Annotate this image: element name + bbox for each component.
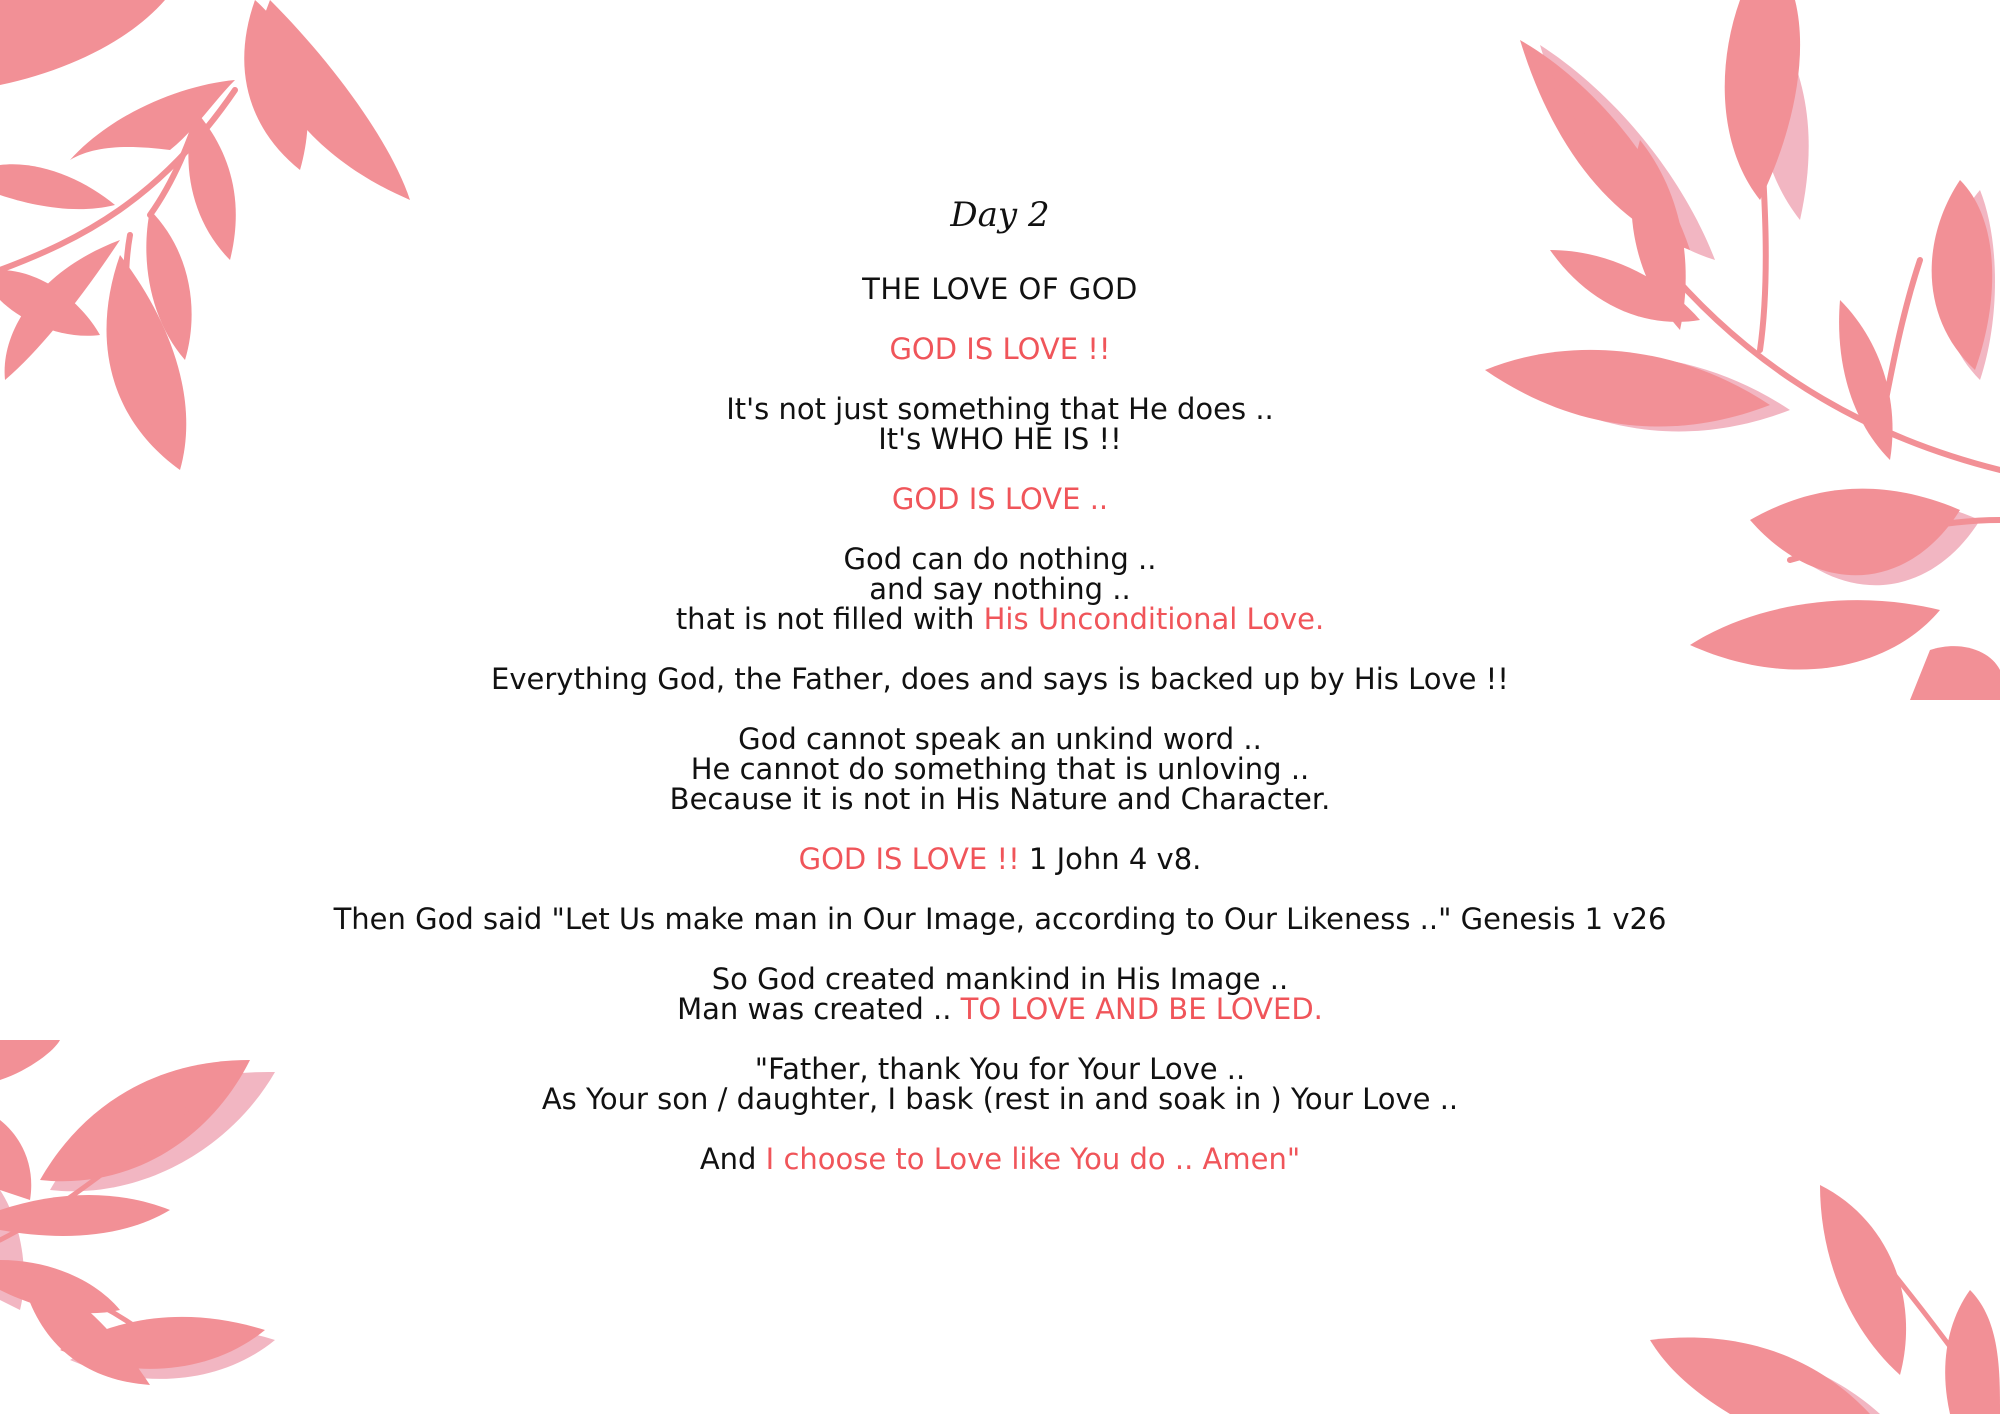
text-line: and say nothing ..	[869, 571, 1131, 606]
text-line: God cannot speak an unkind word ..	[738, 721, 1262, 756]
stanza-2	[260, 391, 1740, 456]
highlight-god-is-love: GOD IS LOVE !!	[889, 331, 1111, 366]
text-plain: Man was created ..	[677, 991, 961, 1026]
section-heading	[260, 271, 1740, 306]
highlight-god-is-love: GOD IS LOVE !!	[798, 841, 1020, 876]
stanza-1	[260, 331, 1740, 366]
text-line: Everything God, the Father, does and says is backed up by His Love !!	[491, 661, 1509, 696]
genesis-quote: Then God said "Let Us make man in Our Image, according to Our Likeness .." Genesis 1 v26	[333, 901, 1667, 936]
text-line	[260, 991, 1740, 1026]
prayer-line: As Your son / daughter, I bask (rest in and soak in ) Your Love ..	[541, 1081, 1459, 1116]
stanza-5	[260, 661, 1740, 696]
stanza-6	[260, 721, 1740, 816]
stanza-3	[260, 481, 1740, 516]
text-plain: And	[699, 1141, 766, 1176]
page-title: Day 2	[950, 195, 1050, 235]
heading-text: THE LOVE OF GOD	[862, 271, 1138, 306]
stanza-8	[260, 901, 1740, 936]
scripture-reference-line	[260, 841, 1740, 876]
stanza-9	[260, 961, 1740, 1026]
devotional-text	[260, 195, 1740, 1204]
stanza-7	[260, 841, 1740, 876]
stanza-10	[260, 1051, 1740, 1116]
text-line: He cannot do something that is unloving ..	[690, 751, 1310, 786]
text-line: Because it is not in His Nature and Character.	[669, 781, 1331, 816]
highlight-to-love-and-be-loved: TO LOVE AND BE LOVED.	[960, 991, 1323, 1026]
text-plain: that is not filled with	[675, 601, 984, 636]
highlight-god-is-love: GOD IS LOVE ..	[891, 481, 1109, 516]
prayer-closing	[260, 1141, 1740, 1176]
text-line: It's not just something that He does ..	[726, 391, 1274, 426]
text-line: It's WHO HE IS !!	[878, 421, 1122, 456]
highlight-amen: I choose to Love like You do .. Amen"	[765, 1141, 1301, 1176]
text-line: So God created mankind in His Image ..	[711, 961, 1289, 996]
text-line	[260, 601, 1740, 636]
stanza-11	[260, 1141, 1740, 1176]
scripture-reference: 1 John 4 v8.	[1019, 841, 1202, 876]
stanza-4	[260, 541, 1740, 636]
prayer-line: "Father, thank You for Your Love ..	[754, 1051, 1246, 1086]
leaf-decoration-bottom-left	[0, 1040, 300, 1414]
text-line: God can do nothing ..	[843, 541, 1157, 576]
highlight-unconditional-love: His Unconditional Love.	[983, 601, 1325, 636]
